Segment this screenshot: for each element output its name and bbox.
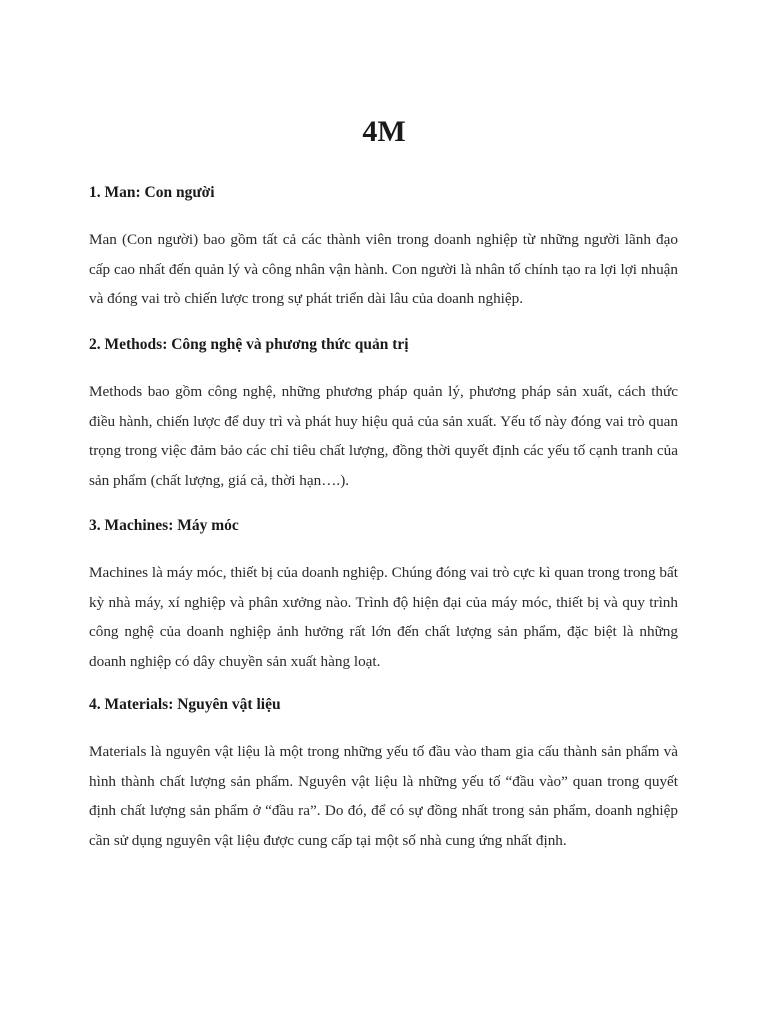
section-body-man: Man (Con người) bao gồm tất cả các thành viên trong doanh nghiệp từ những người lãnh đạo cấp cao nhất đến quản lý và công nhân vận hành. Con người là nhân tố chính tạo ra lợi lợi nhuận và đóng vai trò chiến lược trong sự phát triển dài lâu của doanh nghiệp.	[89, 231, 678, 307]
section-materials	[89, 695, 678, 855]
section-machines	[89, 516, 678, 676]
section-heading-materials: 4. Materials: Nguyên vật liệu	[89, 696, 281, 713]
document-title: 4M	[362, 115, 406, 148]
section-methods	[89, 335, 678, 495]
section-heading-machines: 3. Machines: Máy móc	[89, 517, 239, 534]
section-heading-man: 1. Man: Con người	[89, 184, 215, 201]
section-heading-methods: 2. Methods: Công nghệ và phương thức quản trị	[89, 336, 409, 353]
section-body-machines: Machines là máy móc, thiết bị của doanh nghiệp. Chúng đóng vai trò cực kì quan trong trong bất kỳ nhà máy, xí nghiệp và phân xưởng nào. Trình độ hiện đại của máy móc, thiết bị và quy trình công nghệ của doanh nghiệp ảnh hưởng rất lớn đến chất lượng sản phẩm, đặc biệt là những doanh nghiệp có dây chuyền sản xuất hàng loạt.	[89, 564, 678, 670]
section-man	[89, 183, 678, 314]
section-body-materials: Materials là nguyên vật liệu là một trong những yếu tố đầu vào tham gia cấu thành sản phẩm và hình thành chất lượng sản phẩm. Nguyên vật liệu là những yếu tố “đầu vào” quan trong quyết định chất lượng sản phẩm ở “đầu ra”. Do đó, để có sự đồng nhất trong sản phẩm, doanh nghiệp cần sử dụng nguyên vật liệu được cung cấp tại một số nhà cung ứng nhất định.	[89, 743, 678, 849]
section-body-methods: Methods bao gồm công nghệ, những phương pháp quản lý, phương pháp sản xuất, cách thức điều hành, chiến lược để duy trì và phát huy hiệu quả của sản xuất. Yếu tố này đóng vai trò quan trọng trong việc đảm bảo các chỉ tiêu chất lượng, đồng thời quyết định các yếu tố cạnh tranh của sản phẩm (chất lượng, giá cả, thời hạn….).	[89, 383, 678, 489]
